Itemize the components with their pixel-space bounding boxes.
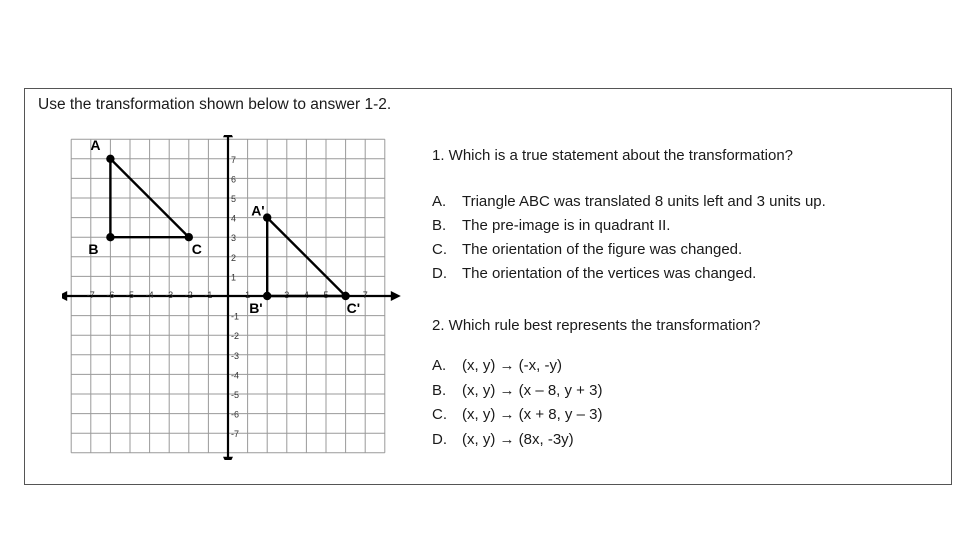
- x-tick-label: 4: [303, 290, 309, 300]
- option-letter: C.: [432, 241, 447, 258]
- option-letter: A.: [432, 193, 447, 210]
- y-tick-label: -5: [231, 390, 240, 400]
- option-text: The pre-image is in quadrant II.: [462, 217, 671, 234]
- option-text: (x, y) → (8x, -3y): [462, 430, 574, 448]
- option-letter: D.: [432, 265, 447, 282]
- preimage-vertex-a: [106, 155, 114, 163]
- question-box-bottom-border: [24, 484, 952, 485]
- y-axis-arrow-up-icon: [223, 135, 233, 137]
- preimage-label-b: B: [88, 241, 99, 258]
- y-tick-label: -1: [231, 311, 240, 322]
- x-tick-label: -6: [106, 290, 115, 300]
- question-1-option-a[interactable]: [432, 190, 826, 214]
- option-text: (x, y) → (-x, -y): [462, 357, 562, 374]
- preimage-vertex-c: [185, 233, 193, 241]
- image-label-a: A': [251, 202, 265, 219]
- y-tick-label: 3: [231, 233, 237, 244]
- x-tick-label: -3: [165, 290, 174, 300]
- option-text: (x, y) → (x – 8, y + 3): [462, 381, 603, 399]
- y-tick-label: 6: [231, 174, 237, 185]
- question-1-option-c[interactable]: [432, 238, 826, 262]
- x-tick-label: -5: [125, 290, 135, 300]
- option-text: (x, y) → (x + 8, y – 3): [462, 406, 603, 423]
- x-tick-label: 3: [284, 290, 290, 300]
- option-letter: C.: [432, 406, 447, 423]
- question-2-option-a[interactable]: [432, 354, 761, 379]
- x-tick-label: 7: [362, 290, 368, 300]
- option-letter: B.: [432, 381, 447, 399]
- image-label-b: B': [249, 300, 263, 316]
- y-tick-label: 7: [231, 154, 237, 165]
- question-1-text: 1. Which is a true statement about the transformation?: [432, 147, 794, 164]
- x-tick-label: 1: [245, 290, 251, 300]
- image-vertex-c: [341, 292, 349, 300]
- y-axis-arrow-down-icon: [223, 457, 233, 460]
- y-tick-label: -6: [231, 409, 240, 420]
- question-2-text: 2. Which rule best represents the transformation?: [432, 317, 761, 334]
- image-label-c: C': [346, 300, 361, 316]
- option-letter: B.: [432, 217, 447, 234]
- question-1: [432, 147, 826, 286]
- x-tick-label: -7: [86, 290, 95, 300]
- option-letter: D.: [432, 430, 447, 448]
- question-2-option-c[interactable]: [432, 403, 761, 428]
- y-tick-label: -4: [231, 370, 240, 381]
- x-axis-arrow-left-icon: [62, 291, 67, 301]
- y-tick-label: 1: [231, 272, 237, 283]
- option-letter: A.: [432, 357, 447, 374]
- question-1-option-d[interactable]: [432, 262, 826, 286]
- x-tick-label: 5: [323, 290, 329, 300]
- y-tick-label: 4: [231, 213, 237, 224]
- preimage-vertex-b: [106, 233, 114, 241]
- question-1-option-b[interactable]: [432, 214, 826, 238]
- image-vertex-b: [263, 292, 271, 300]
- y-tick-label: 5: [231, 194, 237, 204]
- question-2: [432, 317, 761, 452]
- y-tick-label: -7: [231, 429, 240, 440]
- instructions-text: Use the transformation shown below to answer 1-2.: [38, 96, 392, 113]
- y-tick-label: 2: [231, 252, 237, 263]
- option-text: The orientation of the figure was changed.: [462, 241, 743, 258]
- x-tick-label: -1: [204, 290, 213, 300]
- x-axis-arrow-right-icon: [391, 291, 401, 301]
- coordinate-grid: [62, 135, 402, 460]
- x-tick-label: -2: [184, 290, 193, 300]
- question-2-option-d[interactable]: [432, 428, 761, 453]
- option-text: Triangle ABC was translated 8 units left and 3 units up.: [462, 193, 826, 210]
- question-2-option-b[interactable]: [432, 379, 761, 404]
- y-tick-label: -3: [231, 350, 240, 361]
- x-tick-label: -4: [145, 290, 154, 300]
- y-tick-label: -2: [231, 331, 240, 342]
- option-text: The orientation of the vertices was changed.: [462, 265, 757, 282]
- preimage-label-a: A: [90, 136, 101, 153]
- preimage-label-c: C: [191, 241, 202, 258]
